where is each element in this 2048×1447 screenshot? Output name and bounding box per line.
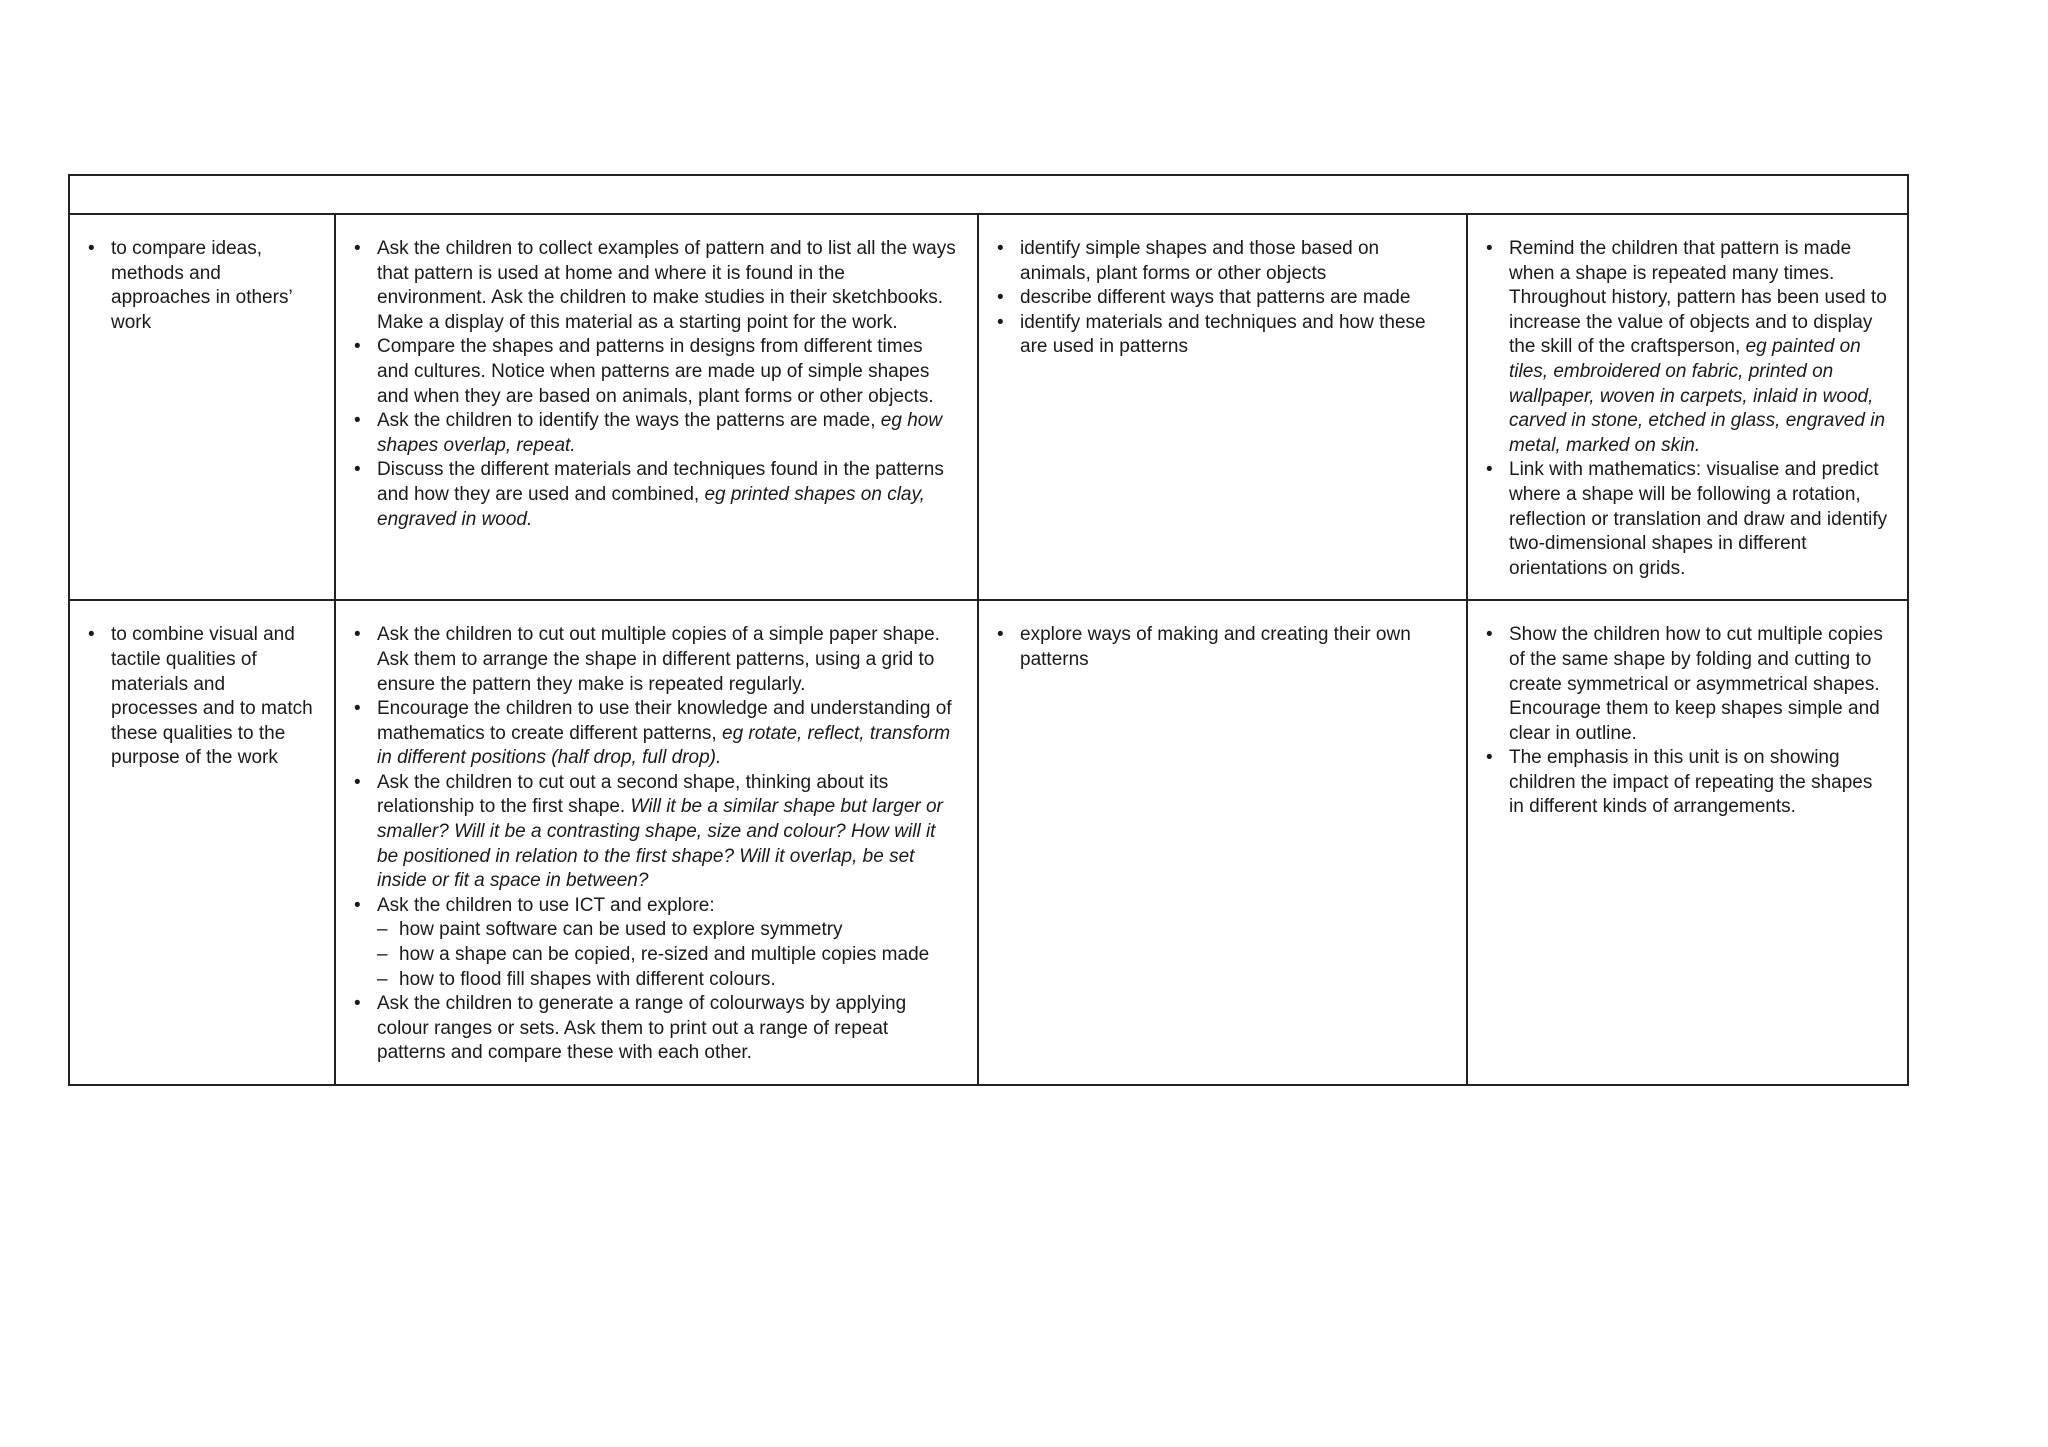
list-item	[86, 237, 316, 335]
item-text: Discuss the different materials and techniques found in the patterns and how they are used and combined,	[377, 459, 944, 505]
list-item	[352, 697, 959, 771]
sub-list	[377, 918, 959, 992]
bullet-icon: •	[1486, 459, 1493, 481]
bullet-icon: •	[354, 459, 361, 481]
list-item	[352, 335, 959, 409]
item-text: Ask the children to cut out a second shape, thinking about its relationship to the first shape.	[377, 771, 889, 818]
item-text: Ask the children to collect examples of pattern and to list all the ways that pattern is used at home and where it is found in the environment. Ask the children to make studies in their sketchbooks. Make a display of this material as a starting point for the work.	[377, 238, 956, 333]
bullet-icon: •	[1486, 238, 1493, 259]
item-text: to compare ideas, methods and approaches in others’ work	[111, 238, 292, 333]
bullet-list	[86, 237, 316, 335]
bullet-icon: •	[88, 238, 95, 259]
bullet-icon: •	[997, 287, 1004, 309]
item-text: to combine visual and tactile qualities of materials and processes and to match these qualities to the purpose of the work	[111, 624, 313, 769]
item-example-text: Will it be a similar shape but larger or smaller? Will it be a contrasting shape, size and colour? How will it be positioned in relation to the first shape? Will it overlap, be set inside or fit a space in between?	[377, 796, 943, 892]
bullet-list	[352, 623, 959, 1066]
list-item	[995, 311, 1448, 360]
list-item	[1484, 746, 1889, 820]
item-text: Ask the children to use ICT and explore:	[377, 894, 715, 916]
bullet-icon: •	[997, 238, 1004, 259]
bullet-icon: •	[354, 894, 361, 916]
list-item	[352, 237, 959, 335]
table-header-cell	[69, 175, 1908, 214]
bullet-icon: •	[1486, 747, 1493, 769]
bullet-list	[1484, 237, 1889, 581]
bullet-icon: •	[354, 698, 361, 720]
table-row	[69, 214, 1908, 600]
bullet-icon: •	[88, 624, 95, 646]
item-text: identify simple shapes and those based on animals, plant forms or other objects	[1020, 238, 1380, 284]
item-text: Link with mathematics: visualise and predict where a shape will be following a rotation, reflection or translation and draw and identify two-dimensional shapes in different orientations on grids.	[1509, 459, 1888, 579]
outcomes-cell	[978, 214, 1467, 600]
bullet-list	[995, 623, 1448, 672]
bullet-list	[995, 237, 1448, 360]
sub-list-item	[377, 943, 959, 968]
activities-cell	[335, 600, 978, 1085]
item-example-text: eg printed shapes on clay, engraved in wood.	[377, 483, 925, 530]
list-item	[1484, 458, 1889, 581]
sub-list-item	[377, 968, 959, 993]
bullet-icon: •	[354, 771, 361, 793]
sub-list-item	[377, 918, 959, 943]
list-item	[995, 286, 1448, 311]
sub-item-text: how a shape can be copied, re-sized and multiple copies made	[399, 944, 930, 966]
item-text: Ask the children to cut out multiple copies of a simple paper shape. Ask them to arrange the shape in different patterns, using a grid to ensure the pattern they make is repeated regularly.	[377, 624, 940, 695]
scheme-of-work-table	[68, 174, 1909, 1086]
item-text: Ask the children to generate a range of colourways by applying colour ranges or sets. Ask them to print out a range of repeat patterns and compare these with each other.	[377, 993, 907, 1064]
list-item	[995, 237, 1448, 286]
dash-icon: –	[377, 944, 388, 966]
item-text: Encourage the children to use their knowledge and understanding of mathematics to create different patterns,	[377, 698, 952, 744]
list-item	[352, 458, 959, 532]
bullet-icon: •	[354, 993, 361, 1015]
notes-cell	[1467, 600, 1908, 1085]
bullet-icon: •	[354, 238, 361, 259]
list-item	[86, 623, 316, 771]
sub-item-text: how paint software can be used to explore symmetry	[399, 919, 843, 941]
item-example-text: eg rotate, reflect, transform in different positions (half drop, full drop).	[377, 722, 951, 769]
item-text: describe different ways that patterns are made	[1020, 287, 1411, 309]
bullet-icon: •	[354, 410, 361, 432]
bullet-icon: •	[354, 624, 361, 646]
notes-cell	[1467, 214, 1908, 600]
bullet-icon: •	[354, 336, 361, 358]
item-text: identify materials and techniques and how these are used in patterns	[1020, 311, 1426, 358]
dash-icon: –	[377, 919, 388, 941]
bullet-icon: •	[997, 624, 1004, 646]
item-text: Compare the shapes and patterns in designs from different times and cultures. Notice when patterns are made up of simple shapes and when they are based on animals, plant forms or other objects.	[377, 336, 934, 407]
item-example-text: eg painted on tiles, embroidered on fabric, printed on wallpaper, woven in carpets, inlaid in wood, carved in stone, etched in glass, engraved in metal, marked on skin.	[1509, 336, 1886, 456]
item-text: Remind the children that pattern is made when a shape is repeated many times. Throughout history, pattern has been used to increase the value of objects and to display the skill of the craftsperson,	[1509, 238, 1887, 358]
objectives-cell	[69, 214, 335, 600]
list-item	[1484, 237, 1889, 458]
item-example-text: eg how shapes overlap, repeat.	[377, 410, 943, 456]
objectives-cell	[69, 600, 335, 1085]
table-header-row	[69, 175, 1908, 214]
bullet-list	[1484, 623, 1889, 820]
dash-icon: –	[377, 968, 388, 990]
bullet-list	[352, 237, 959, 532]
activities-cell	[335, 214, 978, 600]
bullet-icon: •	[1486, 624, 1493, 646]
list-item	[352, 894, 959, 992]
outcomes-cell	[978, 600, 1467, 1085]
item-text: Ask the children to identify the ways the patterns are made,	[377, 410, 881, 432]
sub-item-text: how to flood fill shapes with different colours.	[399, 968, 776, 990]
list-item	[352, 771, 959, 894]
list-item	[1484, 623, 1889, 746]
item-text: Show the children how to cut multiple copies of the same shape by folding and cutting to create symmetrical or asymmetrical shapes. Encourage them to keep shapes simple and clear in outline.	[1509, 624, 1883, 744]
list-item	[352, 623, 959, 697]
list-item	[352, 992, 959, 1066]
list-item	[995, 623, 1448, 672]
bullet-icon: •	[997, 311, 1004, 333]
item-text: The emphasis in this unit is on showing children the impact of repeating the shapes in different kinds of arrangements.	[1509, 747, 1873, 818]
table-row	[69, 600, 1908, 1085]
item-text: explore ways of making and creating their own patterns	[1020, 624, 1411, 670]
bullet-list	[86, 623, 316, 771]
list-item	[352, 409, 959, 458]
